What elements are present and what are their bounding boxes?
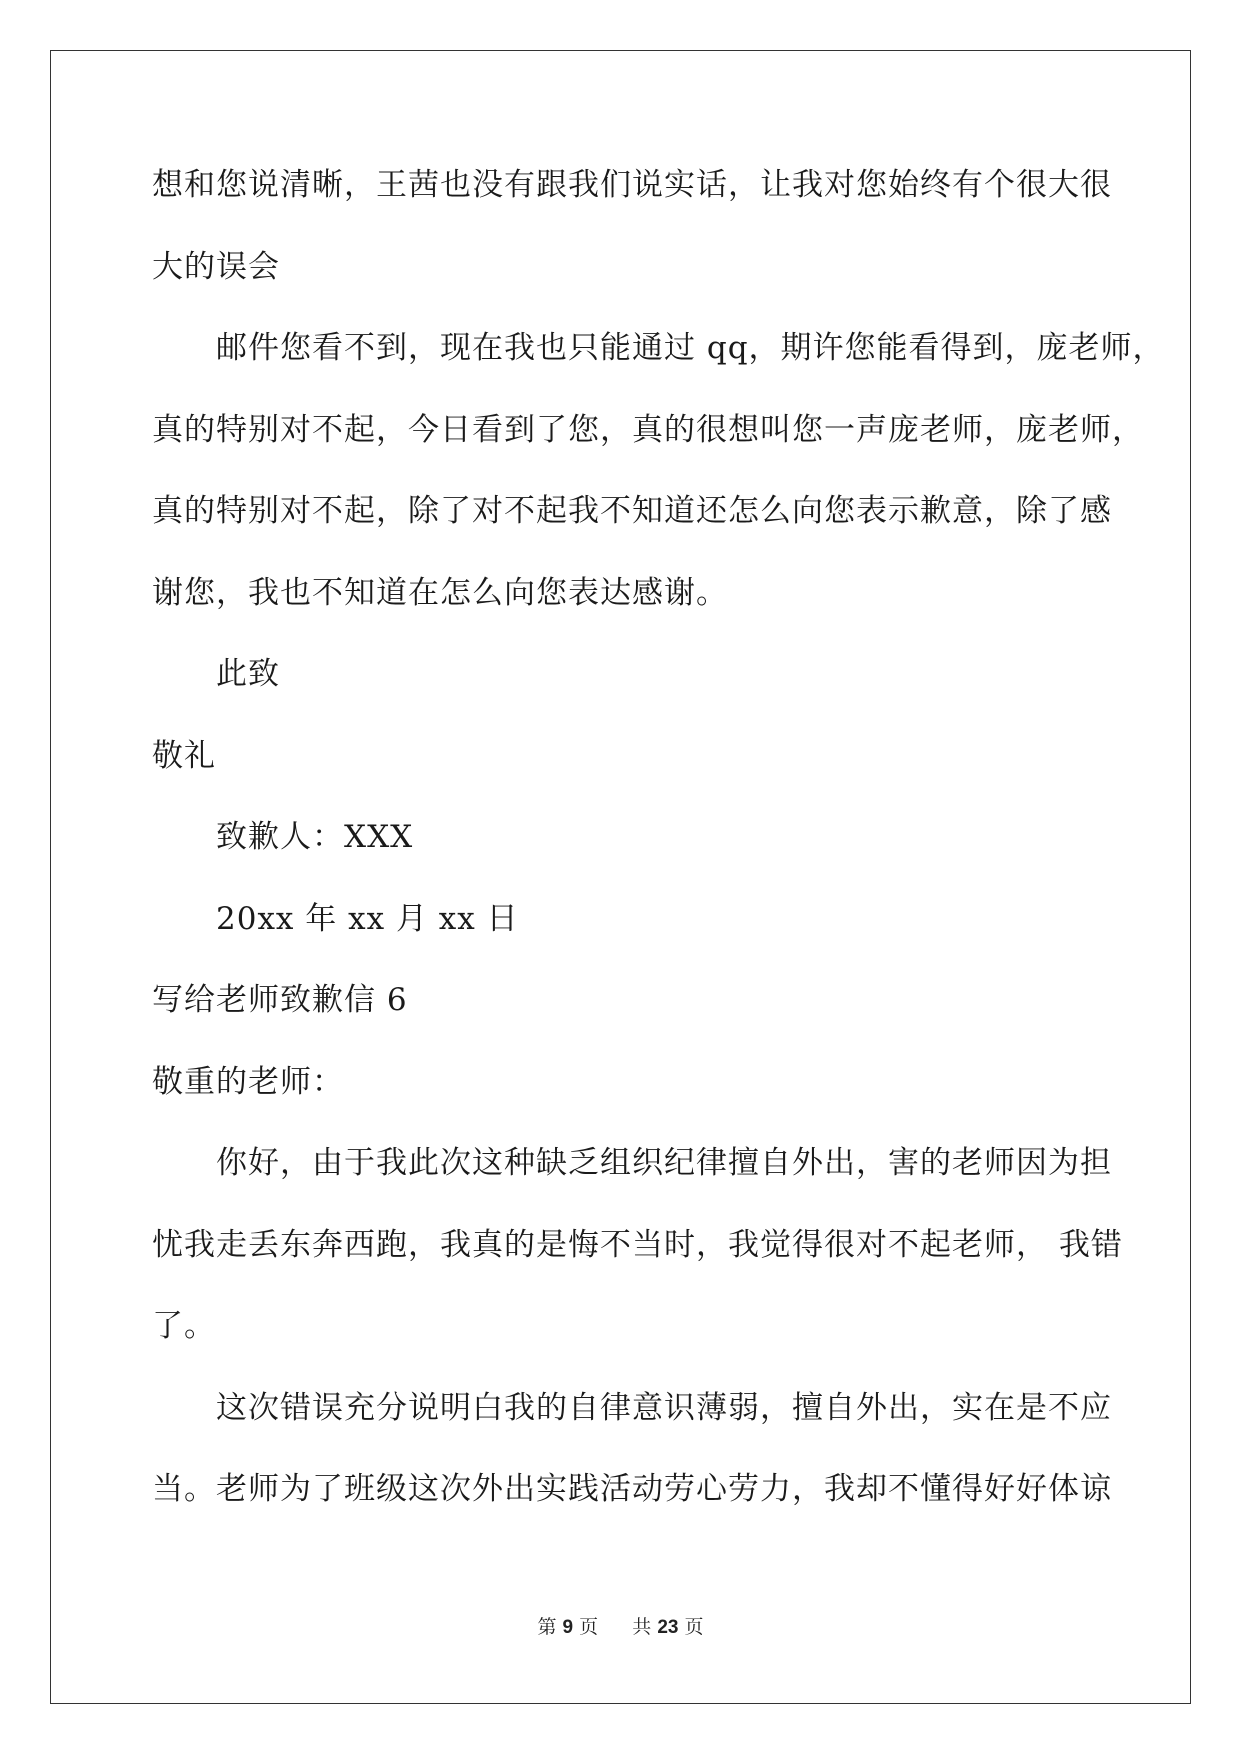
signature: 致歉人：XXX	[216, 819, 414, 855]
section-heading: 写给老师致歉信 6	[152, 982, 408, 1018]
page-footer	[0, 1612, 1241, 1639]
total-pages: 23	[657, 1617, 679, 1638]
text-line: 你好，由于我此次这种缺乏组织纪律擅自外出，害的老师因为担	[216, 1145, 1112, 1181]
text-line: 想和您说清晰，王茜也没有跟我们说实话，让我对您始终有个很大很	[152, 167, 1112, 203]
text-line: 了。	[152, 1308, 216, 1344]
text-line: 邮件您看不到，现在我也只能通过 qq，期许您能看得到，庞老师，	[216, 330, 1165, 366]
text-line: 真的特别对不起，今日看到了您，真的很想叫您一声庞老师，庞老师，	[152, 411, 1144, 448]
text-line: 谢您，我也不知道在怎么向您表达感谢。	[152, 574, 728, 611]
page-prefix: 第	[537, 1616, 557, 1638]
page-suffix: 页	[579, 1616, 599, 1638]
document-body	[152, 165, 1165, 1551]
date: 20xx 年 xx 月 xx 日	[216, 900, 519, 937]
greeting: 敬重的老师：	[152, 1063, 344, 1100]
text-line: 忧我走丢东奔西跑，我真的是悔不当时，我觉得很对不起老师， 我错	[152, 1226, 1123, 1263]
text-line: 真的特别对不起，除了对不起我不知道还怎么向您表示歉意，除了感	[152, 493, 1112, 529]
total-prefix: 共	[632, 1616, 652, 1638]
total-suffix: 页	[684, 1616, 704, 1638]
text-line: 这次错误充分说明白我的自律意识薄弱，擅自外出，实在是不应	[216, 1389, 1112, 1426]
closing-phrase: 此致	[216, 656, 280, 692]
text-line: 大的误会	[152, 248, 280, 285]
page-number: 9	[562, 1617, 574, 1638]
text-line: 当。老师为了班级这次外出实践活动劳心劳力，我却不懂得好好体谅	[152, 1471, 1112, 1507]
salutation-closing: 敬礼	[152, 737, 216, 774]
